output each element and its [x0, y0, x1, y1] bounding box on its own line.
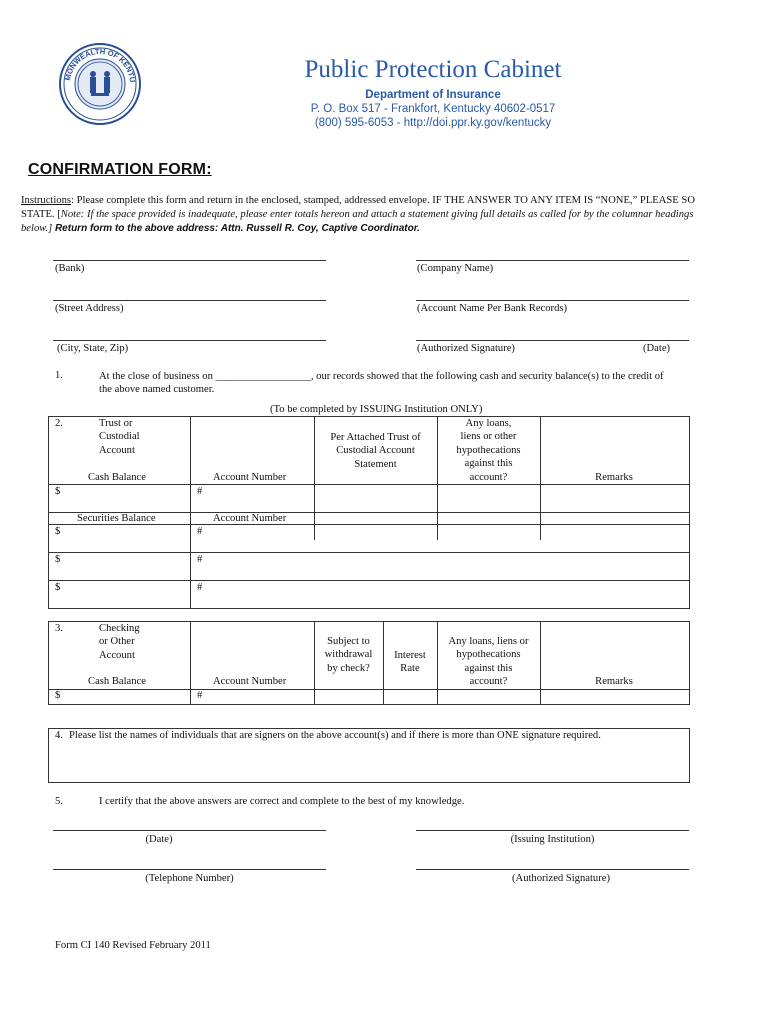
sign-issuing-label: (Issuing Institution) — [510, 834, 595, 845]
table-3-subject — [314, 635, 383, 675]
form-footer: Form CI 140 Revised February 2011 — [55, 940, 211, 951]
table-2-per-attached-line: Statement — [354, 458, 397, 470]
table-2-col1-line: Trust or — [99, 418, 133, 429]
table-3-any-loans-line: account? — [469, 676, 508, 688]
table-3-number: 3. — [55, 623, 63, 634]
item-5-number: 5. — [55, 796, 63, 807]
table-3-cash-balance: Cash Balance — [88, 676, 146, 687]
item-1-text — [99, 370, 719, 397]
issuing-note: (To be completed by ISSUING Institution ONLY) — [270, 404, 483, 415]
sign-phone-label: (Telephone Number) — [145, 873, 234, 884]
table-2-remarks: Remarks — [595, 472, 633, 483]
table-2-dollar[interactable]: $ — [55, 582, 61, 593]
table-3-remarks: Remarks — [595, 676, 633, 687]
instructions-return: Return form to the above address: Attn. Russell R. Coy, Captive Coordinator. — [54, 223, 420, 234]
table-2-hash[interactable]: # — [197, 486, 203, 497]
table-3-interest — [383, 649, 437, 676]
kentucky-seal — [58, 42, 142, 126]
table-2-cash-balance: Cash Balance — [88, 472, 146, 483]
table-2-any-loans — [437, 417, 540, 484]
bank-label: (Bank) — [55, 263, 85, 274]
table-2-account-number: Account Number — [213, 472, 287, 483]
sign-auth-label: (Authorized Signature) — [512, 873, 610, 884]
table-3-subject-line: Subject to — [327, 636, 370, 647]
table-3-col1-line: Checking — [99, 623, 140, 634]
item-4-number: 4. — [55, 730, 63, 741]
table-3-col1 — [99, 622, 140, 662]
account-name-line[interactable] — [416, 300, 689, 301]
table-2-dollar[interactable]: $ — [55, 526, 61, 537]
city-label: (City, State, Zip) — [57, 343, 129, 354]
street-label: (Street Address) — [55, 303, 124, 314]
department-name: Department of Insurance — [365, 89, 501, 101]
city-line[interactable] — [53, 340, 326, 341]
company-line[interactable] — [416, 260, 689, 261]
table-3-interest-line: Interest — [394, 650, 426, 661]
instructions-text: : Please complete this form and return in the enclosed, stamped, addressed envelope. IF THE ANSWER TO ANY ITEM IS “NONE,” PLEASE SO STATE. [ — [21, 195, 695, 220]
instructions-label: Instructions — [21, 195, 72, 206]
table-3-any-loans — [437, 635, 540, 689]
table-2-hash[interactable]: # — [197, 526, 203, 537]
signature-label: (Authorized Signature) — [417, 343, 515, 354]
table-2-col1-line: Account — [99, 444, 135, 456]
item-5-text: I certify that the above answers are correct and complete to the best of my knowledge. — [99, 796, 465, 807]
sign-auth-line[interactable] — [416, 869, 689, 870]
table-3-subject-line: withdrawal — [324, 649, 373, 661]
sign-issuing-line[interactable] — [416, 830, 689, 831]
cabinet-title: Public Protection Cabinet — [304, 56, 562, 83]
table-2-any-loans-line: liens or other — [460, 431, 517, 443]
company-label: (Company Name) — [417, 263, 494, 274]
item-1-line-b: the above named customer. — [99, 384, 215, 396]
bank-line[interactable] — [53, 260, 326, 261]
seal-text: MONWEALTH OF KENTU — [63, 46, 138, 83]
table-3-col1-line: Account — [99, 649, 135, 661]
table-3-any-loans-line: Any loans, liens or — [448, 636, 529, 647]
instructions-note: Note: If the space provided is inadequate, please enter totals hereon and attach a statement giving full details as called for by the columnar headings below.] — [21, 209, 694, 234]
item-4-text: Please list the names of individuals that are signers on the above account(s) and if there is more than ONE signature required. — [69, 730, 601, 741]
account-name-label: (Account Name Per Bank Records) — [417, 303, 568, 314]
table-2-any-loans-line: account? — [469, 471, 508, 483]
street-line[interactable] — [53, 300, 326, 301]
table-2-dollar[interactable]: $ — [55, 554, 61, 565]
table-2-any-loans-line: against this — [464, 458, 513, 470]
table-3-account-number: Account Number — [213, 676, 287, 687]
form-title: CONFIRMATION FORM: — [28, 161, 212, 178]
table-3-any-loans-line: against this — [464, 662, 513, 674]
table-3-col1-line: or Other — [99, 636, 135, 648]
item-1-line-a: At the close of business on __________________, our records showed that the following cash and security balance(s) to the credit of — [99, 371, 664, 382]
table-2-number: 2. — [55, 418, 63, 429]
sign-date-label: (Date) — [145, 834, 173, 845]
table-2-any-loans-line: Any loans, — [465, 418, 512, 429]
table-3-subject-line: by check? — [327, 662, 370, 674]
department-address: P. O. Box 517 - Frankfort, Kentucky 40602-0517 — [310, 103, 556, 115]
table-2-any-loans-line: hypothecations — [456, 444, 521, 456]
sign-phone-line[interactable] — [53, 869, 326, 870]
table-3-dollar[interactable]: $ — [55, 690, 61, 701]
sign-date-line[interactable] — [53, 830, 326, 831]
table-2-col1-line: Custodial — [99, 431, 140, 443]
signature-line[interactable] — [416, 340, 689, 341]
table-2-per-attached-line: Custodial Account — [336, 445, 415, 457]
table-3-interest-line: Rate — [400, 663, 420, 675]
table-3-any-loans-line: hypothecations — [456, 649, 521, 661]
table-2-per-attached-line: Per Attached Trust of — [330, 432, 421, 443]
department-contact: (800) 595-6053 - http://doi.ppr.ky.gov/kentucky — [314, 117, 552, 129]
table-3-hash[interactable]: # — [197, 690, 203, 701]
table-2-hash[interactable]: # — [197, 582, 203, 593]
table-2-col1 — [99, 417, 140, 457]
table-2-dollar[interactable]: $ — [55, 486, 61, 497]
instructions — [21, 194, 721, 236]
table-2-account-number-2: Account Number — [213, 513, 287, 524]
table-2-hash[interactable]: # — [197, 554, 203, 565]
table-2-per-attached — [314, 431, 437, 471]
table-2-securities-balance: Securities Balance — [77, 513, 156, 524]
date-label: (Date) — [643, 343, 671, 354]
item-1-number: 1. — [55, 370, 63, 381]
